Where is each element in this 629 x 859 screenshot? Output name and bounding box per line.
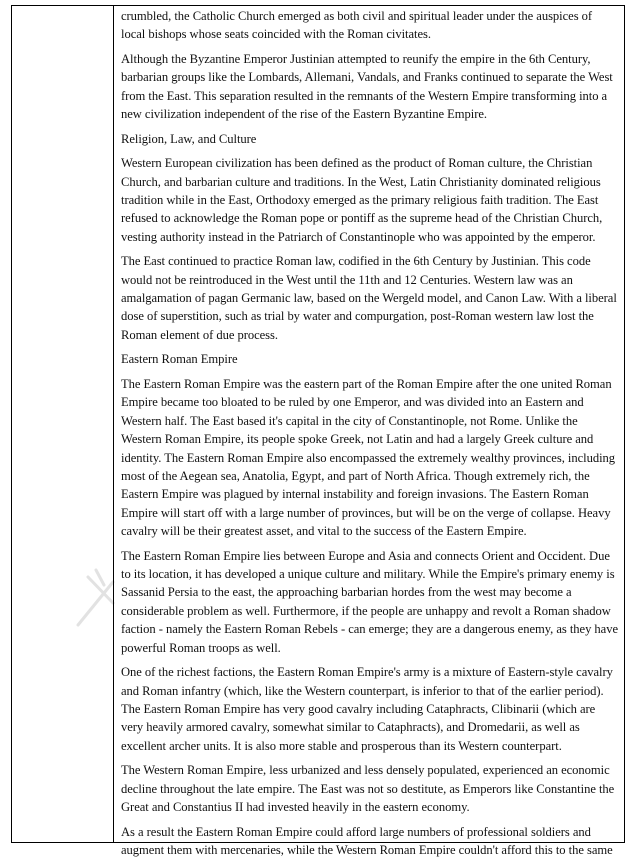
paragraph: As a result the Eastern Roman Empire could afford large numbers of professional soldiers and augment them with mercenaries, while the Western Roman Empire couldn't afford this to the same [121,824,613,857]
paragraph: The Western Roman Empire, less urbanized and less densely populated, experienced an economic decline throughout the late empire. The East was not so destitute, as Emperors like Constantine the Great and Constantius II had invested heavily in the eastern economy. [121,763,615,815]
paragraph: The Eastern Roman Empire was the eastern part of the Roman Empire after the one united Roman Empire became too bloated to be ruled by one Emperor, and was divided into an Eastern and Western half. The East based it's capital in the city of Constantinople, not Rome. Unlike the Western Roman Empire, its people spoke Greek, not Latin and had a largely Greek culture and identity. The Eastern Roman Empire also encompassed the extremely wealthy provinces, including most of the Aegean sea, Anatolia, Egypt, and part of North Africa. Though extremely rich, the Eastern Empire was plagued by internal instability and foreign invasions. The Eastern Roman Empire will start off with a large number of provinces, but will be on the verge of collapse. Heavy cavalry will be their greatest asset, and vital to the success of the Eastern Empire. [121,376,616,539]
paragraph: crumbled, the Catholic Church emerged as both civil and spiritual leader under the auspices of local bishops whose seats coincided with the Roman civitates. [121,9,593,42]
section-heading: Eastern Roman Empire [121,352,238,367]
paragraph: One of the richest factions, the Eastern Roman Empire's army is a mixture of Eastern-style cavalry and Roman infantry (which, like the Western counterpart, is inferior to that of the earlier period). The Eastern Roman Empire has very good cavalry including Cataphracts, Clibinarii (which are very heavily armored cavalry, somewhat similar to Cataphracts), and Dromedarii, as well as excellent archer units. It is also more stable and prosperous than its Western counterpart. [121,665,613,753]
content-cell [114,6,624,857]
section-heading: Religion, Law, and Culture [121,131,257,146]
paragraph: Although the Byzantine Emperor Justinian attempted to reunify the empire in the 6th Century, barbarian groups like the Lombards, Allemani, Vandals, and Franks continued to separate the West from the East. This separation resulted in the remnants of the Western Empire transforming into a new civilization independent of the rise of the Eastern Byzantine Empire. [121,51,613,122]
left-column-cell [12,6,114,842]
paragraph: The East continued to practice Roman law, codified in the 6th Century by Justinian. This code would not be reintroduced in the West until the 11th and 12 Centuries. Western law was an amalgamation of pagan Germanic law, based on the Wergeld model, and Canon Law. With a liberal dose of superstition, such as trial by water and compurgation, post-Roman western law lost the Roman element of due process. [121,254,617,342]
paragraph: Western European civilization has been defined as the product of Roman culture, the Christian Church, and barbarian culture and traditions. In the West, Latin Christianity dominated religious tradition while in the East, Orthodoxy emerged as the primary religious faith tradition. The East refused to acknowledge the Roman pope or pontiff as the supreme head of the Christian Church, vesting authority instead in the Patriarch of Constantinople who was appointed by the emperor. [121,156,603,244]
document-table [11,5,625,857]
paragraph: The Eastern Roman Empire lies between Europe and Asia and connects Orient and Occident. Due to its location, it has developed a unique culture and military. While the Empire's primary enemy is Sassanid Persia to the east, the approaching barbarian hordes from the west may become a considerable problem as well. Furthermore, if the people are unhappy and revolt a Roman shadow faction - namely the Eastern Roman Rebels - can emerge; they are a dangerous enemy, as they have powerful Roman troops as well. [121,548,619,655]
